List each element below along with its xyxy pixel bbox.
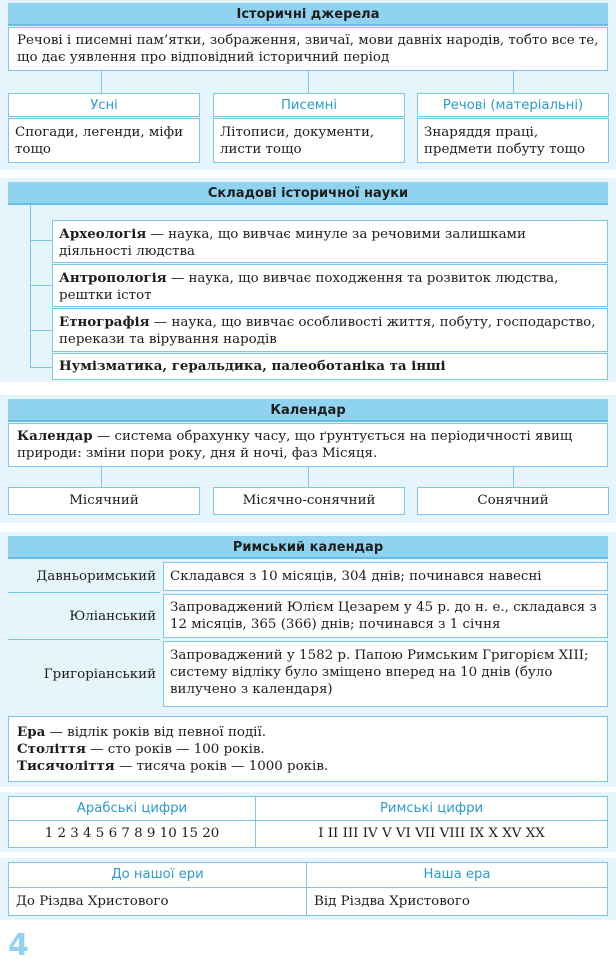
source-type-oral: Усні	[8, 93, 200, 117]
science-other	[52, 353, 608, 380]
tree-branch	[30, 367, 52, 368]
era-definitions	[8, 716, 608, 782]
science-description: — наука, що вивчає минуле за речовими залишками діяльності людства	[59, 227, 526, 259]
millennium-term: Тисячоліття	[17, 758, 115, 774]
science-archaeology	[52, 220, 608, 263]
century-text: — сто років — 100 років.	[85, 742, 265, 757]
source-type-material-examples: Знаряддя праці, предмети побуту тощо	[417, 118, 609, 163]
connector	[101, 71, 102, 93]
source-type-written: Писемні	[213, 93, 405, 117]
tree-branch	[30, 240, 52, 241]
calendar-type-solar: Сонячний	[417, 487, 609, 515]
calendar-description: — система обрахунку часу, що ґрунтується на періодичності явищ природи: зміни пори року, дня й ночі, фаз Місяця.	[17, 429, 573, 461]
calendar-type-lunar: Місячний	[8, 487, 200, 515]
science-term: Археологія	[59, 226, 147, 242]
century-line	[17, 741, 599, 758]
connector	[101, 467, 102, 487]
connector	[513, 467, 514, 487]
roman-row-name: Давньоримський	[36, 569, 156, 584]
calendar-definition	[8, 423, 608, 467]
science-description: — наука, що вивчає походження та розвиток людства, рештки істот	[59, 271, 559, 303]
calendar-term: Календар	[17, 428, 93, 444]
connector	[308, 467, 309, 487]
source-type-written-examples: Літописи, документи, листи тощо	[213, 118, 405, 163]
millennium-line	[17, 758, 599, 775]
science-term: Нумізматика, геральдика, палеоботаніка та інші	[59, 358, 446, 374]
roman-numerals-title: Римські цифри	[379, 801, 484, 816]
arabic-numerals-title: Арабські цифри	[76, 801, 188, 816]
tree-branch	[30, 330, 52, 331]
page-number: 4	[8, 928, 29, 963]
bc-title: До нашої ери	[111, 867, 204, 882]
row-divider	[8, 639, 160, 640]
era-term: Ера	[17, 724, 46, 740]
era-text: — відлік років від певної події.	[45, 725, 267, 740]
sciences-title: Складові історичної науки	[8, 182, 608, 205]
source-type-oral-examples: Спогади, легенди, міфи тощо	[8, 118, 200, 163]
roman-calendar-title: Римський календар	[8, 536, 608, 559]
connector	[513, 71, 514, 93]
science-ethnography	[52, 308, 608, 352]
roman-row-name: Юліанський	[69, 609, 156, 624]
sources-title: Історичні джерела	[8, 3, 608, 26]
roman-row-name: Григоріанський	[43, 667, 156, 682]
era-line	[17, 724, 599, 741]
calendar-type-lunisolar: Місячно-сонячний	[213, 487, 405, 515]
tree-trunk	[30, 205, 31, 368]
ad-text: Від Різдва Христового	[314, 894, 470, 909]
science-description: — наука, що вивчає особливості життя, побуту, господарство, перекази та вірування народів	[59, 315, 596, 347]
science-term: Антропологія	[59, 270, 167, 286]
science-term: Етнографія	[59, 314, 150, 330]
tree-branch	[30, 285, 52, 286]
science-anthropology	[52, 264, 608, 307]
arabic-numerals: 1 2 3 4 5 6 7 8 9 10 15 20	[44, 826, 220, 841]
connector	[308, 71, 309, 93]
roman-row-description: Складався з 10 місяців, 304 днів; починався навесні	[163, 562, 608, 591]
calendar-title: Календар	[8, 399, 608, 422]
bc-text: До Різдва Христового	[16, 894, 169, 909]
roman-row-description: Запроваджений Юлієм Цезарем у 45 р. до н. е., складався з 12 місяців, 365 (366) днів; починався з 1 січня	[163, 594, 608, 638]
millennium-text: — тисяча років — 1000 років.	[114, 759, 329, 774]
sources-definition: Речові і писемні пам’ятки, зображення, звичаї, мови давніх народів, тобто все те, що дає уявлення про відповідний історичний період	[8, 27, 608, 71]
ad-title: Наша ера	[423, 867, 491, 882]
source-type-material: Речові (матеріальні)	[417, 93, 609, 117]
row-divider	[8, 592, 160, 593]
roman-numerals: I II III IV V VI VII VIII IX X XV XX	[318, 826, 545, 841]
roman-row-description: Запроваджений у 1582 р. Папою Римським Григорієм XIII; систему відліку було зміщено вперед на 10 днів (було вилучено з календаря)	[163, 641, 608, 707]
century-term: Століття	[17, 741, 86, 757]
